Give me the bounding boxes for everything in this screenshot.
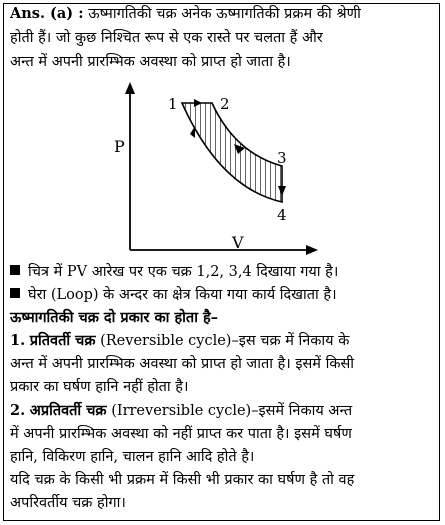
type2-line-3: हानि, विकिरण हानि, चालन हानि आदि होते है।: [10, 449, 255, 465]
type1-line-1: [10, 331, 435, 351]
intro-text-1: ऊष्मागतिकी चक्र अनेक ऊष्मागतिकी प्रक्रम की श्रेणी: [88, 6, 361, 22]
bullet-square-icon: [10, 288, 20, 298]
type1-line-2: अन्त में अपनी प्रारम्भिक अवस्था को प्राप्त हो जाता है। इसमें किसी: [10, 356, 355, 372]
bullet-1-text: चित्र में PV आरेख पर एक चक्र 1,2, 3,4 दिखाया गया है।: [28, 264, 339, 280]
bullet-2-text: घेरा (Loop) के अन्दर का क्षेत्र किया गया कार्य दिखाता है।: [28, 287, 337, 303]
v-axis-label: V: [232, 233, 244, 252]
pv-diagram: [110, 78, 325, 258]
type2-line-1: [10, 401, 435, 421]
v-axis-arrow: [306, 245, 318, 255]
cycle-loop: [182, 103, 282, 202]
point-1-label: 1: [168, 95, 178, 113]
type1-text-1: (Reversible cycle)–इस चक्र में निकाय के: [100, 333, 350, 349]
type2-text-1: (Irreversible cycle)–इसमें निकाय अन्त: [111, 403, 353, 419]
type1-number: 1.: [10, 332, 26, 349]
bullet-square-icon: [10, 265, 20, 275]
types-heading: ऊष्मागतिकी चक्र दो प्रकार का होता है–: [10, 309, 218, 326]
type1-title: प्रतिवर्ती चक्र: [29, 332, 96, 349]
p-axis-arrow: [125, 82, 135, 94]
type1-line-3: प्रकार का घर्षण हानि नहीं होता है।: [10, 379, 189, 395]
point-3-label: 3: [277, 149, 287, 167]
bullet-1: [10, 262, 435, 282]
arrow-4-1: [190, 126, 195, 138]
type2-line-2: में अपनी प्रारम्भिक अवस्था को नहीं प्राप्त कर पाता है। इसमें घर्षण: [10, 426, 352, 442]
intro-line-1: [10, 4, 435, 24]
point-2-label: 2: [220, 95, 230, 113]
answer-label: Ans. (a) :: [10, 5, 84, 22]
intro-line-2: होती हैं। जो कुछ निश्चित रूप से एक रास्ते पर चलता हैं और: [10, 30, 323, 46]
type2-number: 2.: [10, 402, 26, 419]
point-4-label: 4: [277, 206, 287, 224]
bullet-2: [10, 285, 435, 305]
intro-line-3: अन्त में अपनी प्रारम्भिक अवस्था को प्राप्त हो जाता है।: [10, 54, 291, 70]
conclusion-line-2: अपरिवर्तीय चक्र होगा।: [10, 495, 126, 511]
type2-title: अप्रतिवर्ती चक्र: [29, 402, 107, 419]
conclusion-line-1: यदि चक्र के किसी भी प्रक्रम में किसी भी प्रकार का घर्षण है तो वह: [10, 472, 355, 488]
p-axis-label: P: [114, 137, 125, 156]
